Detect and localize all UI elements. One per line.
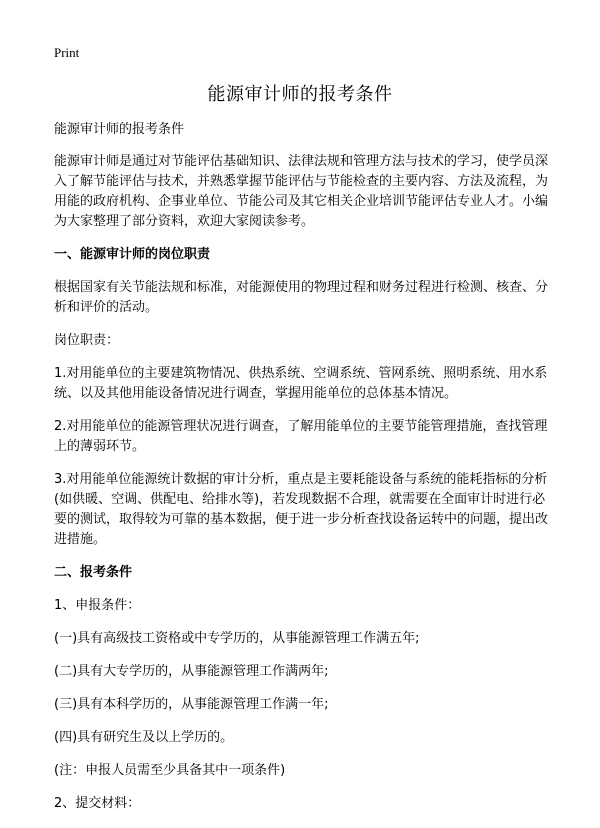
document-body <box>54 120 554 827</box>
condition-item: (四)具有研究生及以上学历的。 <box>54 730 234 745</box>
condition-item: (一)具有高级技工资格或中专学历的，从事能源管理工作满五年; <box>54 631 420 646</box>
duty-item: 1.对用能单位的主要建筑物情况、供热系统、空调系统、管网系统、照明系统、用水系统、以及其他用能设备情况进行调查，掌握用能单位的总体基本情况。 <box>54 366 548 401</box>
condition-item: (三)具有本科学历的，从事能源管理工作满一年; <box>54 697 329 712</box>
document-subtitle: 能源审计师的报考条件 <box>54 122 185 137</box>
duties-description: 根据国家有关节能法规和标准，对能源使用的物理过程和财务过程进行检测、核查、分析和评价的活动。 <box>54 280 549 315</box>
print-link[interactable]: Print <box>54 45 80 60</box>
condition-item: (二)具有大专学历的，从事能源管理工作满两年; <box>54 664 329 679</box>
page-title: 能源审计师的报考条件 <box>207 84 393 105</box>
condition-note: (注：申报人员需至少具备其中一项条件) <box>54 763 286 778</box>
submission-materials-label: 2、提交材料： <box>54 796 141 811</box>
duty-item: 2.对用能单位的能源管理状况进行调查，了解用能单位的主要节能管理措施，查找管理上的薄弱环节。 <box>54 419 548 454</box>
duties-label: 岗位职责： <box>54 333 120 348</box>
section-heading-conditions: 二、报考条件 <box>54 565 133 580</box>
section-heading-duties: 一、能源审计师的岗位职责 <box>54 247 211 262</box>
application-conditions-label: 1、申报条件： <box>54 598 141 613</box>
intro-paragraph: 能源审计师是通过对节能评估基础知识、法律法规和管理方法与技术的学习，使学员深入了解节能评估与技术，并熟悉掌握节能评估与节能检查的主要内容、方法及流程，为用能的政府机构、企事业单位、节能公司及其它相关企业培训节能评估专业人才。小编为大家整理了部分资料，欢迎大家阅读参考。 <box>54 154 549 229</box>
duty-item: 3.对用能单位能源统计数据的审计分析，重点是主要耗能设备与系统的能耗指标的分析(如供暖、空调、供配电、给排水等)，若发现数据不合理，就需要在全面审计时进行必要的测试，取得较为可靠的基本数据，便于进一步分析查找设备运转中的问题，提出改进措施。 <box>54 472 549 547</box>
